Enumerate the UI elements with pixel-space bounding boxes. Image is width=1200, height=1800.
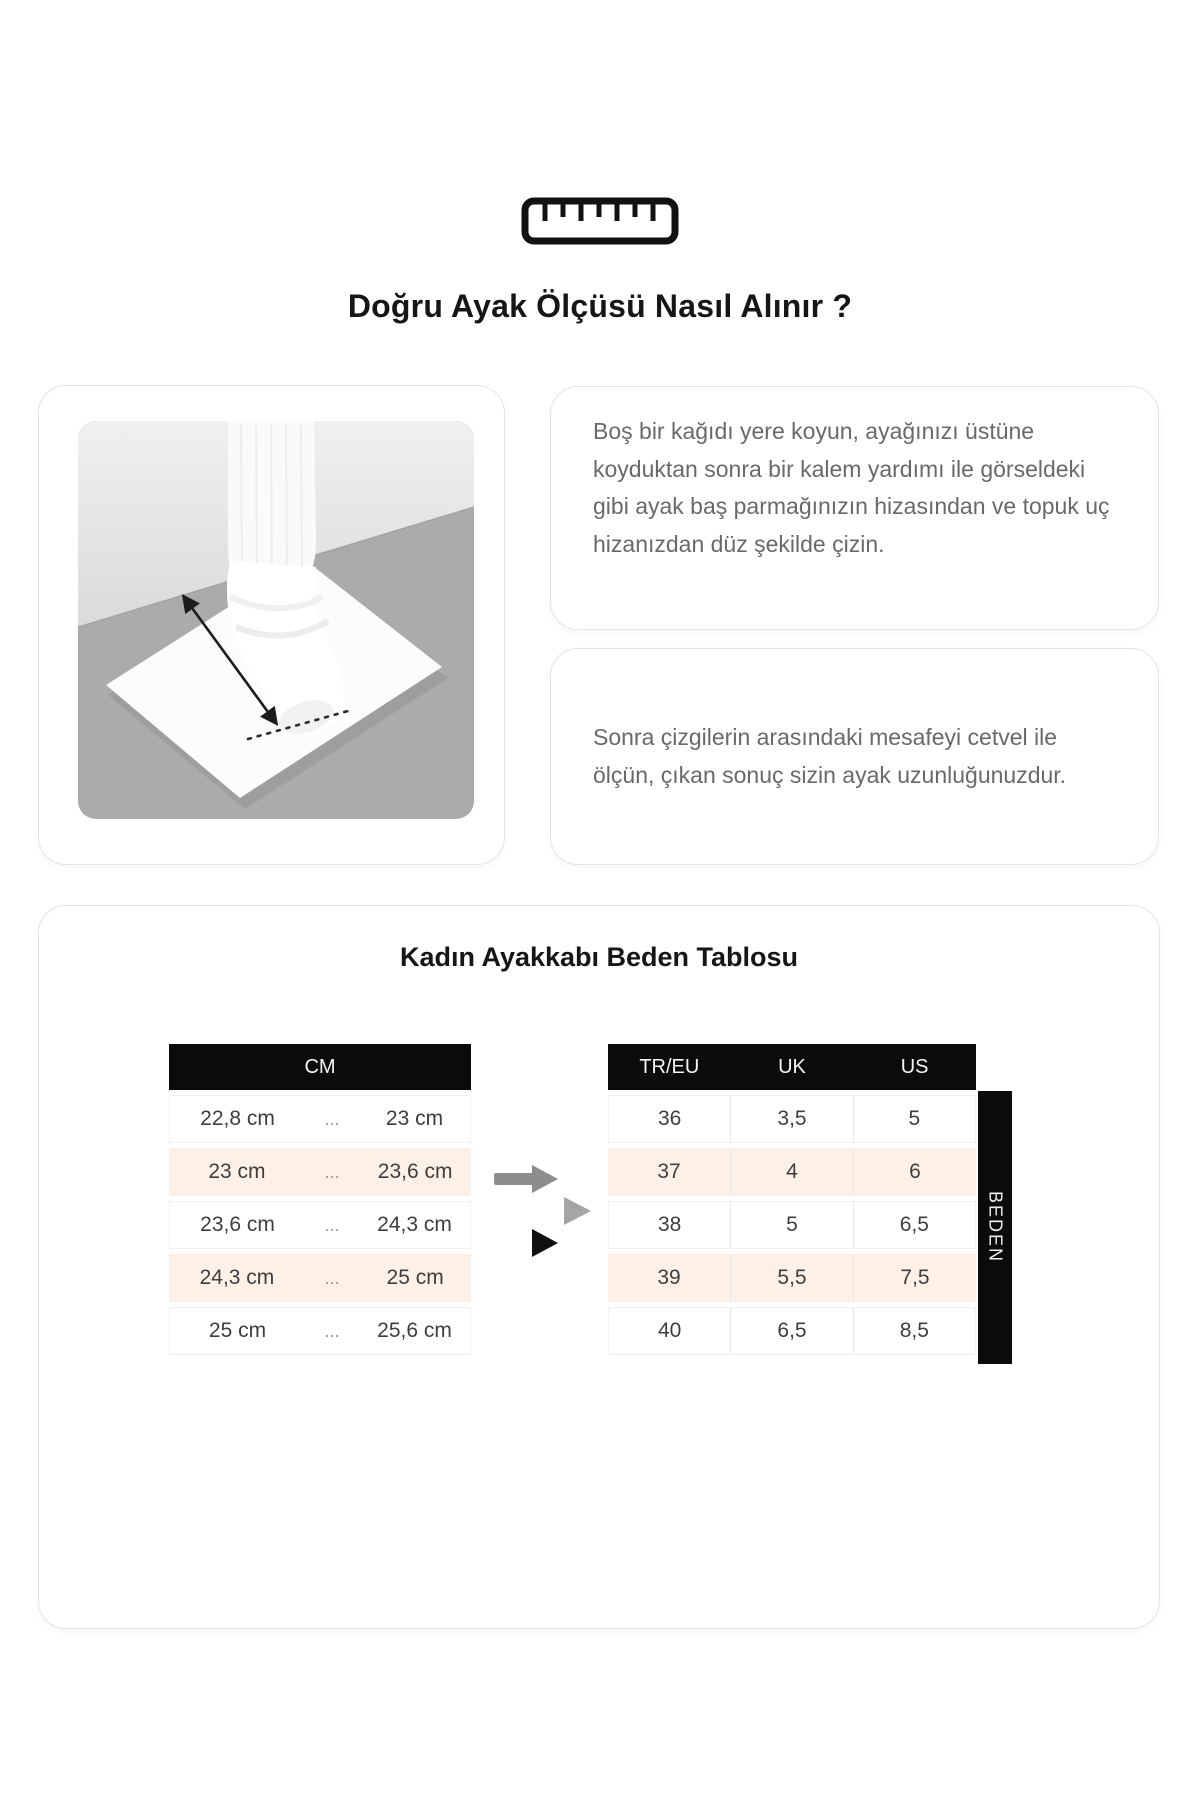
- table-row: 36 3,5 5: [608, 1095, 976, 1143]
- table-row: 38 5 6,5: [608, 1201, 976, 1249]
- page-title: Doğru Ayak Ölçüsü Nasıl Alınır ?: [347, 288, 853, 324]
- conversion-table-header: TR/EU UK US: [608, 1044, 976, 1090]
- cm-table-header: CM: [169, 1044, 471, 1090]
- instruction-step-2-card: [550, 648, 1159, 865]
- instruction-step-2-text: Sonra çizgilerin arasındaki mesafeyi cetvel ile ölçün, çıkan sonuç sizin ayak uzunluğunuzdur.: [593, 723, 1067, 788]
- instruction-step-1-card: [550, 386, 1159, 630]
- foot-measurement-photo-card: [38, 385, 505, 865]
- table-row: 22,8 cm ... 23 cm: [169, 1095, 471, 1143]
- size-table-title: Kadın Ayakkabı Beden Tablosu: [399, 942, 799, 972]
- table-row: 39 5,5 7,5: [608, 1254, 976, 1302]
- table-row: 40 6,5 8,5: [608, 1307, 976, 1355]
- size-conversion-table: [608, 1044, 976, 1355]
- cm-range-table: [169, 1044, 471, 1355]
- foot-measurement-photo: [78, 421, 474, 819]
- table-row: 23 cm ... 23,6 cm: [169, 1148, 471, 1196]
- beden-side-label: BEDEN: [978, 1091, 1012, 1364]
- ruler-icon: [0, 197, 1200, 250]
- instruction-step-1-text: Boş bir kağıdı yere koyun, ayağınızı üstüne koyduktan sonra bir kalem yardımı ile görseldeki gibi ayak baş parmağınızın hizasından ve topuk uç hizanızdan düz şekilde çizin.: [593, 418, 1110, 558]
- table-row: 25 cm ... 25,6 cm: [169, 1307, 471, 1355]
- table-row: 23,6 cm ... 24,3 cm: [169, 1201, 471, 1249]
- table-row: 24,3 cm ... 25 cm: [169, 1254, 471, 1302]
- size-table-card: [38, 905, 1160, 1629]
- table-row: 37 4 6: [608, 1148, 976, 1196]
- transfer-arrows-icon: [494, 1161, 594, 1261]
